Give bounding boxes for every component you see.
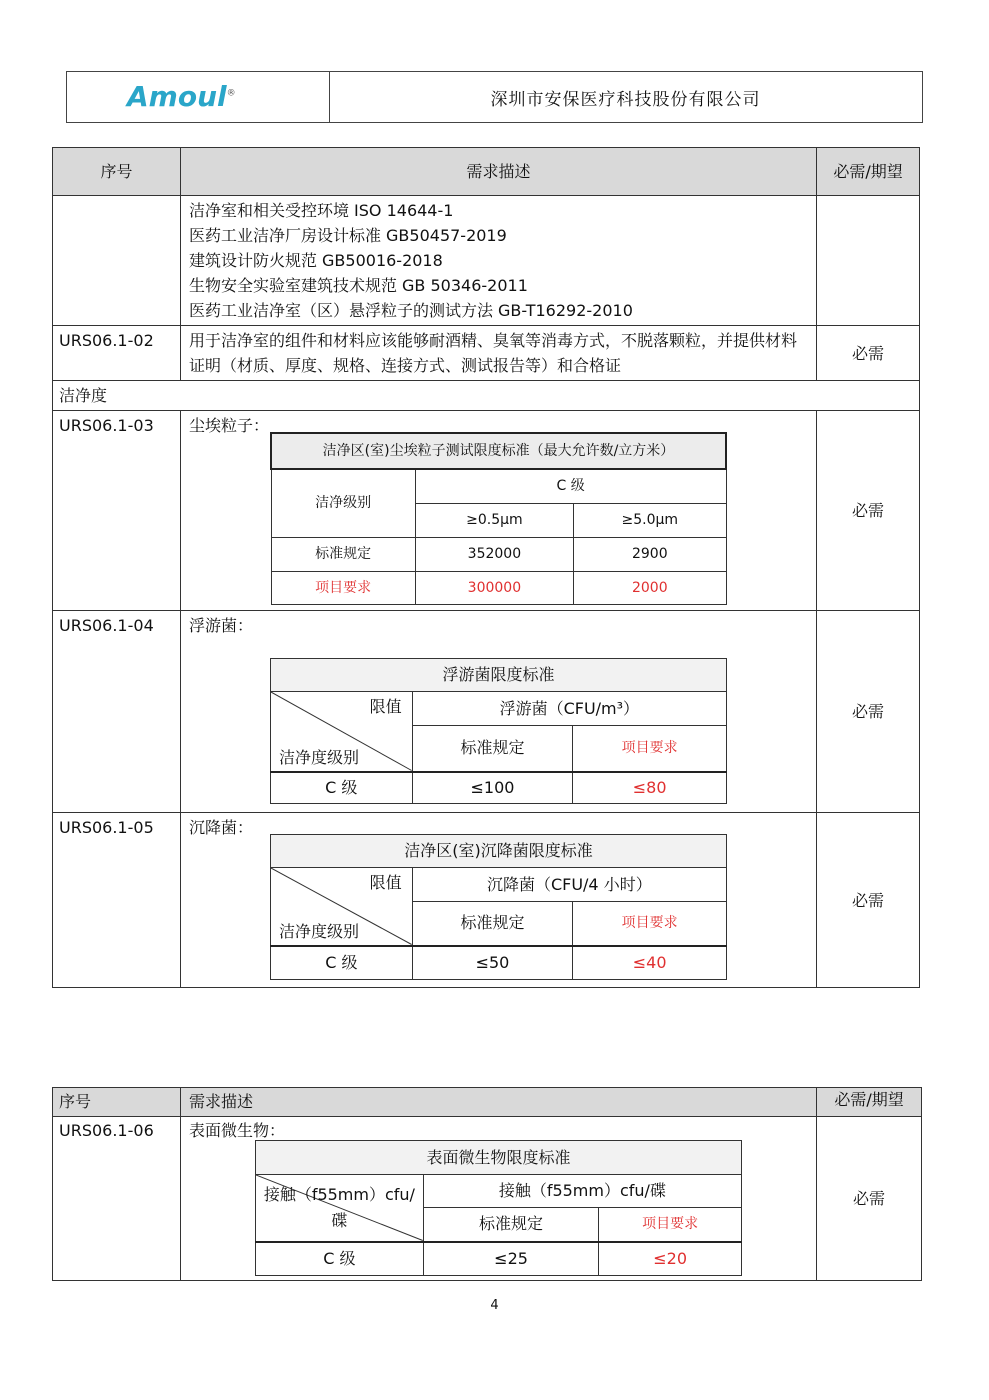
- standards-list: [180, 196, 816, 326]
- page-header: [66, 71, 923, 123]
- standard-item: 建筑设计防火规范 GB50016-2018: [188, 251, 443, 270]
- dust-size-50: ≥5.0μm: [574, 503, 726, 537]
- dust-std-50: 2900: [574, 537, 726, 571]
- dust-proj-label: 项目要求: [271, 571, 415, 604]
- planktonic-unit: 浮游菌（CFU/m³）: [412, 692, 726, 726]
- header-desc: 需求描述: [180, 1088, 816, 1117]
- row-req: 必需: [817, 326, 920, 381]
- surface-std-label: 标准规定: [423, 1208, 599, 1242]
- header-seq: 序号: [53, 148, 181, 196]
- surface-std: ≤25: [423, 1242, 599, 1276]
- section-cleanliness: 洁净度: [53, 381, 920, 411]
- surface-diag-cell: [256, 1175, 424, 1242]
- settling-std-label: 标准规定: [412, 902, 573, 946]
- surface-proj: ≤20: [599, 1242, 742, 1276]
- dust-std-05: 352000: [415, 537, 573, 571]
- settling-grade: C 级: [271, 946, 413, 980]
- standard-item: 医药工业洁净厂房设计标准 GB50457-2019: [188, 226, 507, 245]
- row-req: 必需: [817, 813, 920, 988]
- dust-proj-05: 300000: [415, 571, 573, 604]
- planktonic-std-label: 标准规定: [412, 726, 573, 772]
- row-id: URS06.1-05: [53, 813, 181, 988]
- limit-label: 限值: [369, 697, 402, 716]
- settling-title: 洁净区(室)沉降菌限度标准: [271, 835, 727, 868]
- planktonic-diag-cell: [271, 692, 413, 772]
- dust-size-05: ≥0.5μm: [415, 503, 573, 537]
- header-seq: 序号: [53, 1088, 181, 1117]
- row-req: 必需: [817, 1117, 922, 1281]
- settling-table: [270, 834, 727, 980]
- page-number: 4: [490, 1298, 499, 1313]
- company-name: 深圳市安保医疗科技股份有限公司: [490, 89, 761, 110]
- standards-id-cell: [53, 196, 181, 326]
- level-label: 洁净度级别: [279, 921, 360, 941]
- logo-cell: [67, 72, 330, 122]
- standard-item: 生物安全实验室建筑技术规范 GB 50346-2011: [188, 276, 528, 295]
- settling-unit: 沉降菌（CFU/4 小时）: [412, 868, 726, 902]
- surface-proj-label: 项目要求: [599, 1208, 742, 1242]
- surface-grade: C 级: [256, 1242, 424, 1276]
- dust-table-title: 洁净区(室)尘埃粒子测试限度标准（最大允许数/立方米）: [271, 433, 726, 469]
- planktonic-proj: ≤80: [573, 772, 727, 804]
- row-label: 尘埃粒子：: [188, 416, 269, 435]
- dust-proj-50: 2000: [574, 571, 726, 604]
- settling-proj-label: 项目要求: [573, 902, 727, 946]
- surface-unit: 接触（f55mm）cfu/碟: [423, 1175, 741, 1208]
- planktonic-grade: C 级: [271, 772, 413, 804]
- settling-std: ≤50: [412, 946, 573, 980]
- dust-class-label: 洁净级别: [271, 469, 415, 537]
- settling-diag-cell: [271, 868, 413, 946]
- header-req: 必需/期望: [817, 1088, 922, 1117]
- level-label: 洁净度级别: [279, 747, 360, 767]
- standard-item: 医药工业洁净室（区）悬浮粒子的测试方法 GB-T16292-2010: [188, 301, 633, 320]
- row-id: URS06.1-03: [53, 411, 181, 611]
- dust-grade: C 级: [415, 469, 726, 503]
- standard-item: 洁净室和相关受控环境 ISO 14644-1: [188, 201, 454, 220]
- surface-title: 表面微生物限度标准: [256, 1141, 742, 1175]
- row-label: 表面微生物：: [188, 1121, 285, 1140]
- planktonic-table: [270, 658, 727, 804]
- dust-std-label: 标准规定: [271, 537, 415, 571]
- header-req: 必需/期望: [817, 148, 920, 196]
- dust-particle-table: [270, 432, 727, 605]
- row-id: URS06.1-04: [53, 611, 181, 813]
- row-desc: 用于洁净室的组件和材料应该能够耐酒精、臭氧等消毒方式，不脱落颗粒，并提供材料证明（材质、厚度、规格、连接方式、测试报告等）和合格证: [180, 326, 816, 381]
- row-req: 必需: [817, 611, 920, 813]
- standards-req-cell: [817, 196, 920, 326]
- surface-diag-text: 接触（f55mm）cfu/碟: [263, 1184, 415, 1230]
- header-desc: 需求描述: [180, 148, 816, 196]
- row-label: 浮游菌：: [188, 616, 253, 635]
- planktonic-proj-label: 项目要求: [573, 726, 727, 772]
- planktonic-std: ≤100: [412, 772, 573, 804]
- row-label: 沉降菌：: [188, 818, 253, 837]
- row-req: 必需: [817, 411, 920, 611]
- settling-proj: ≤40: [573, 946, 727, 980]
- limit-label: 限值: [369, 873, 402, 892]
- surface-microbe-table: [255, 1140, 742, 1276]
- row-id: URS06.1-06: [53, 1117, 181, 1281]
- planktonic-title: 浮游菌限度标准: [271, 659, 727, 692]
- row-id: URS06.1-02: [53, 326, 181, 381]
- company-logo: Amoul®: [127, 80, 236, 113]
